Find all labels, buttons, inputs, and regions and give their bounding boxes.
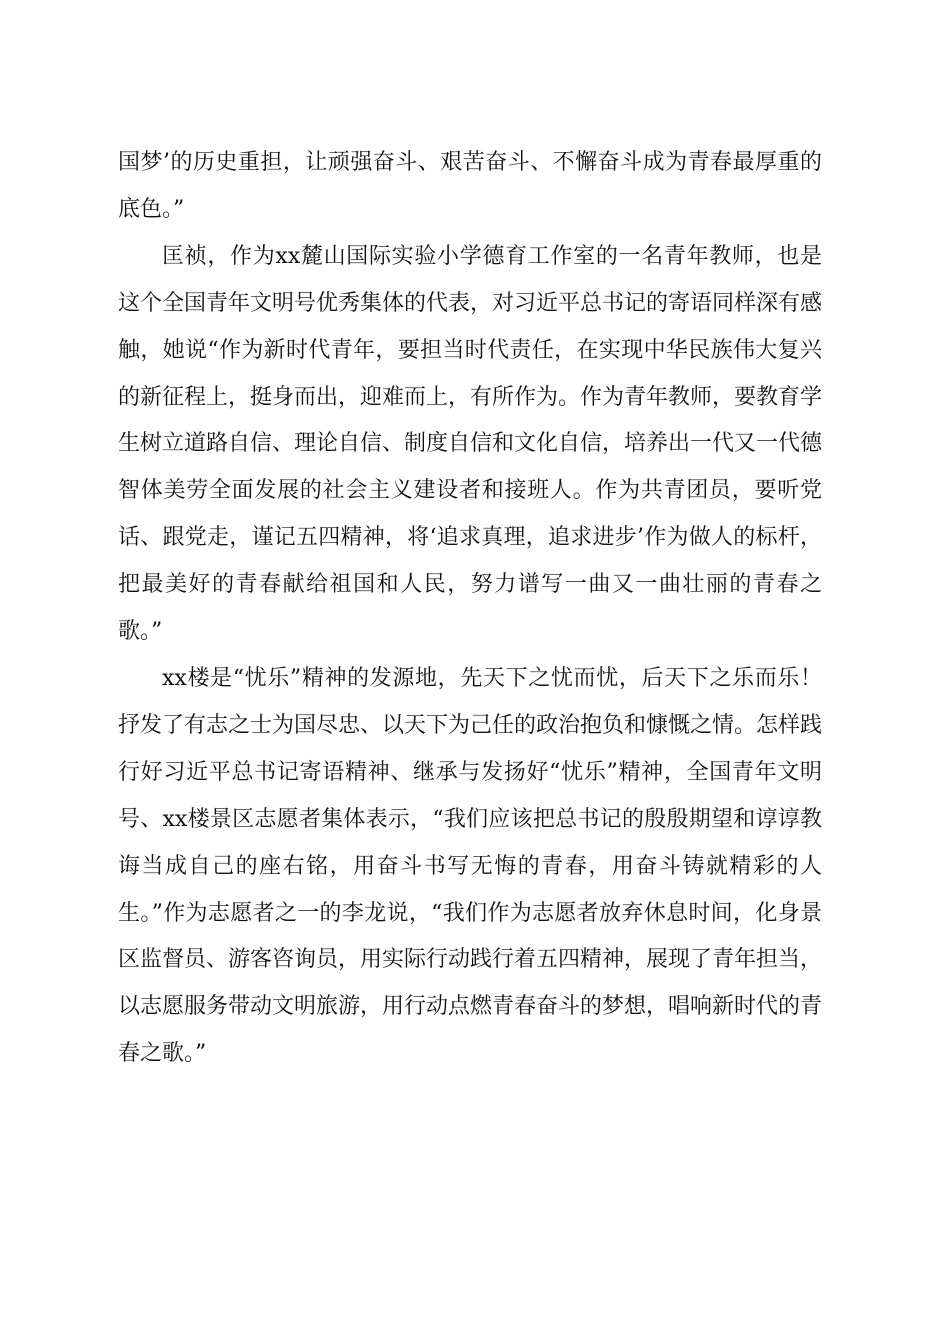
- paragraph-2: 匡祯，作为xx麓山国际实验小学德育工作室的一名青年教师，也是这个全国青年文明号优秀集体的代表，对习近平总书记的寄语同样深有感触，她说“作为新时代青年，要担当时代责任，在实现中华民族伟大复兴的新征程上，挺身而出，迎难而上，有所作为。作为青年教师，要教育学生树立道路自信、理论自信、制度自信和文化自信，培养出一代又一代德智体美劳全面发展的社会主义建设者和接班人。作为共青团员，要听党话、跟党走，谨记五四精神，将‘追求真理，追求进步’作为做人的标杆，把最美好的青春献给祖国和人民，努力谱写一曲又一曲壮丽的青春之歌。”: [118, 243, 823, 645]
- document-body: [118, 140, 822, 1078]
- paragraph-3: xx楼是“忧乐”精神的发源地，先天下之忧而忧，后天下之乐而乐！抒发了有志之士为国尽忠、以天下为己任的政治抱负和慷慨之情。怎样践行好习近平总书记寄语精神、继承与发扬好“忧乐”精神，全国青年文明号、xx楼景区志愿者集体表示，“我们应该把总书记的殷殷期望和谆谆教诲当成自己的座右铭，用奋斗书写无悔的青春，用奋斗铸就精彩的人生。”作为志愿者之一的李龙说，“我们作为志愿者放弃休息时间，化身景区监督员、游客咨询员，用实际行动践行着五四精神，展现了青年担当，以志愿服务带动文明旅游，用行动点燃青春奋斗的梦想，唱响新时代的青春之歌。”: [118, 665, 823, 1067]
- paragraph-1: 国梦’的历史重担，让顽强奋斗、艰苦奋斗、不懈奋斗成为青春最厚重的底色。”: [118, 150, 822, 222]
